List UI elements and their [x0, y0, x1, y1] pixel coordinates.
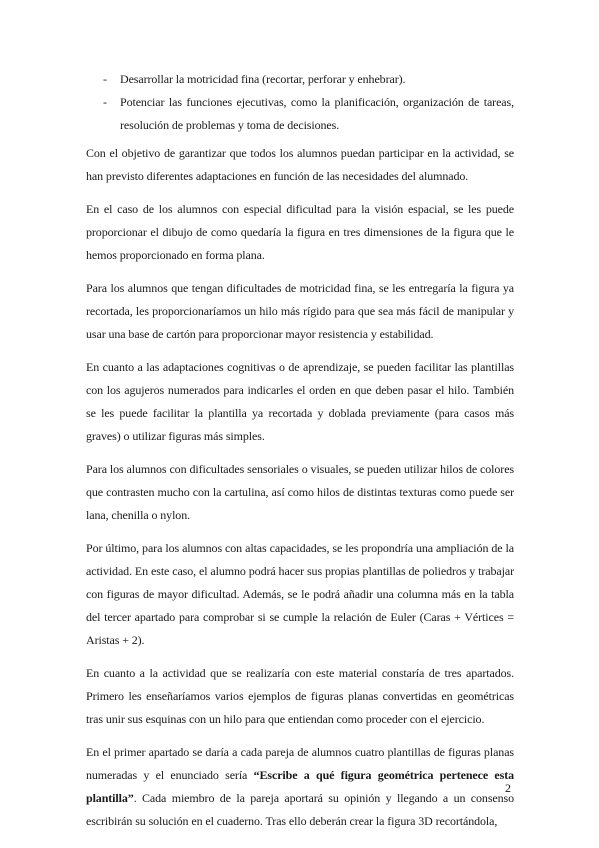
- list-bullet: -: [103, 72, 107, 86]
- list-bullet: -: [103, 95, 107, 109]
- paragraph-first-section: [86, 741, 514, 833]
- list-item-text: Desarrollar la motricidad fina (recortar, perforar y enhebrar).: [120, 72, 406, 86]
- body-text: [86, 68, 514, 843]
- objectives-list: [86, 68, 514, 137]
- first-section-text-start: En el primer apartado se daría a cada pareja de alumnos cuatro plantillas de figuras planas numeradas y el enunciado sería: [86, 745, 514, 782]
- list-item: [86, 68, 514, 91]
- page-number: 2: [505, 781, 511, 795]
- paragraph-spatial-vision: En el caso de los alumnos con especial dificultad para la visión espacial, se les puede proporcionar el dibujo de como quedaría la figura en tres dimensiones de la figura que le hemos proporcionado en forma plana.: [86, 202, 514, 262]
- paragraph-high-abilities: Por último, para los alumnos con altas capacidades, se les propondría una ampliación de la actividad. En este caso, el alumno podrá hacer sus propias plantillas de poliedros y trabajar con figuras de mayor dificultad. Además, se le podrá añadir una columna más en la tabla del tercer apartado para comprobar si se cumple la relación de Euler (Caras + Vértices = Aristas + 2).: [86, 541, 514, 647]
- paragraph-activity-overview: En cuanto a la actividad que se realizaría con este material constaría de tres apartados. Primero les enseñaríamos varios ejemplos de figuras planas convertidas en geométricas tras unir sus esquinas con un hilo para que entiendan como proceder con el ejercicio.: [86, 666, 514, 726]
- activity-prompt: “Escribe a qué figura geométrica pertenece esta plantilla”: [86, 768, 514, 805]
- paragraph-sensory: Para los alumnos con dificultades sensoriales o visuales, se pueden utilizar hilos de colores que contrasten mucho con la cartulina, así como hilos de distintas texturas como puede ser lana, chenilla o nylon.: [86, 462, 514, 522]
- paragraph-objective: Con el objetivo de garantizar que todos los alumnos puedan participar en la actividad, se han previsto diferentes adaptaciones en función de las necesidades del alumnado.: [86, 146, 514, 183]
- first-section-text-end: . Cada miembro de la pareja aportará su opinión y llegando a un consenso escribirán su solución en el cuaderno. Tras ello deberán crear la figura 3D recortándola,: [86, 791, 514, 828]
- list-item-text: Potenciar las funciones ejecutivas, como la planificación, organización de tareas, resolución de problemas y toma de decisiones.: [120, 95, 514, 132]
- paragraph-cognitive: En cuanto a las adaptaciones cognitivas o de aprendizaje, se pueden facilitar las plantillas con los agujeros numerados para indicarles el orden en que deben pasar el hilo. También se les puede facilitar la plantilla ya recortada y doblada previamente (para casos más graves) o utilizar figuras más simples.: [86, 360, 514, 443]
- list-item: [86, 91, 514, 137]
- paragraph-fine-motor: Para los alumnos que tengan dificultades de motricidad fina, se les entregaría la figura ya recortada, les proporcionaríamos un hilo más rígido para que sea más fácil de manipular y usar una base de cartón para proporcionar mayor resistencia y estabilidad.: [86, 281, 514, 341]
